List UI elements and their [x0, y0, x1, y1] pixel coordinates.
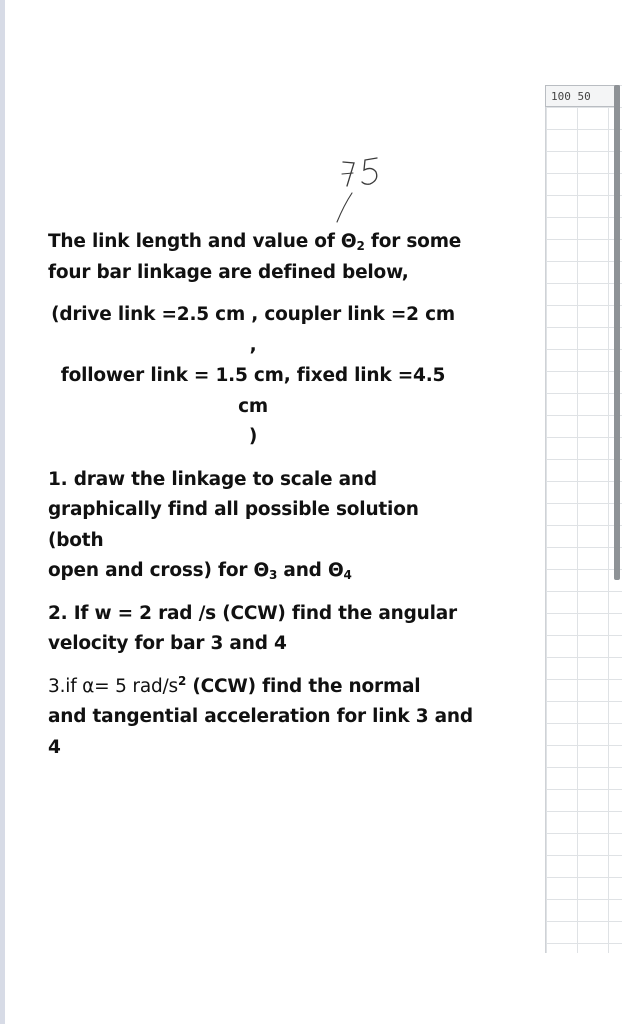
- intro-paragraph: [48, 227, 478, 288]
- spreadsheet-grid: [545, 85, 622, 953]
- q1-line-2: graphically find all possible solution (both: [48, 499, 419, 551]
- theta-subscript: 2: [356, 239, 365, 253]
- q3-line-1-cont: (CCW) find the normal: [186, 675, 421, 697]
- question-text: [48, 227, 478, 763]
- question-2: [48, 599, 478, 660]
- q1-line-3: open and cross) for: [48, 560, 254, 581]
- theta-4-subscript: 4: [343, 568, 352, 582]
- spreadsheet-header-cells: 100 50: [545, 85, 620, 107]
- q3-line-3: 4: [48, 736, 61, 758]
- spreadsheet-scrollbar[interactable]: [614, 85, 620, 580]
- q2-line-2: velocity for bar 3 and 4: [48, 633, 287, 654]
- question-1: [48, 465, 478, 587]
- q1-and: and: [277, 560, 328, 581]
- theta-symbol: Θ: [253, 560, 270, 581]
- theta-3-subscript: 3: [269, 568, 278, 582]
- q2-line-1: 2. If w = 2 rad /s (CCW) find the angular: [48, 602, 457, 624]
- theta-symbol: Θ: [340, 231, 357, 252]
- q1-line-1: 1. draw the linkage to scale and: [48, 468, 377, 490]
- link-lengths-line-2: follower link = 1.5 cm, fixed link =4.5 cm: [60, 365, 446, 417]
- q3-line-1: 3.if α= 5 rad/s: [48, 675, 178, 697]
- intro-text-cont: for some: [364, 231, 462, 252]
- intro-line-2: four bar linkage are defined below,: [48, 261, 409, 283]
- q3-superscript: 2: [177, 673, 187, 688]
- q3-line-2: and tangential acceleration for link 3 and: [48, 706, 473, 727]
- link-lengths-line-3: ): [248, 426, 258, 447]
- link-lengths-block: [48, 300, 458, 453]
- theta-symbol: Θ: [327, 560, 344, 581]
- link-lengths-line-1: (drive link =2.5 cm , coupler link =2 cm ,: [51, 304, 455, 356]
- left-page-edge: [0, 0, 5, 1024]
- intro-text: The link length and value of: [48, 231, 341, 252]
- question-3: [48, 672, 478, 764]
